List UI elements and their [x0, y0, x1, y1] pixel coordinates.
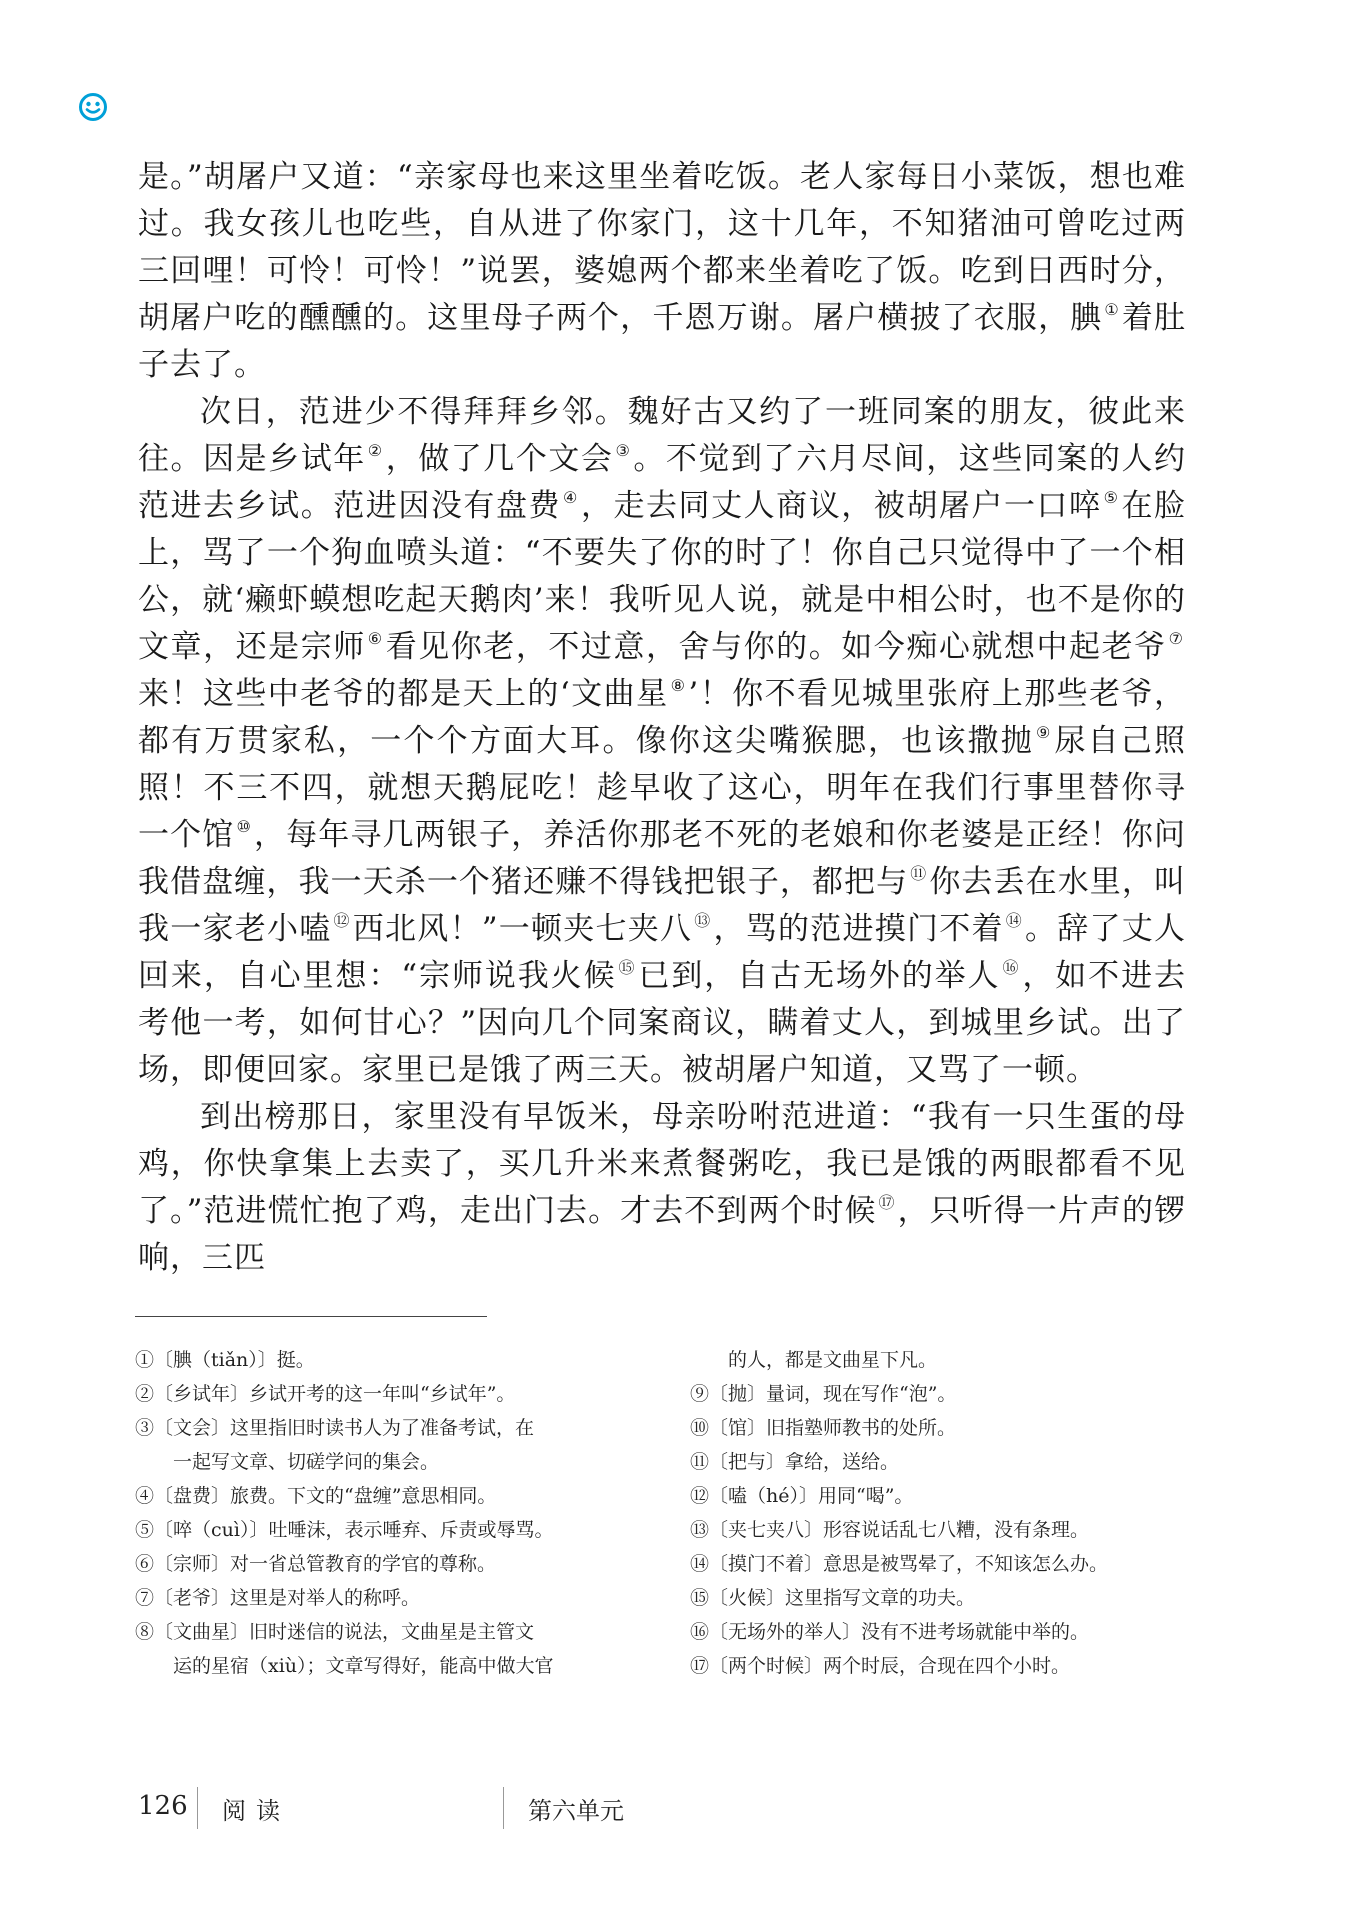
text-span: ，做了几个文会: [385, 441, 614, 477]
footnotes-left-column: [135, 1343, 635, 1683]
footnote-ref-7[interactable]: ⑦: [1168, 629, 1185, 648]
text-span: 到出榜那日，家里没有早饭米，母亲吩咐范进道：“我有一只生蛋的母鸡，你快拿集上去卖了，买几升米来煮餐粥吃，我已是饿的两眼都看不见了。”范进慌忙抱了鸡，走出门去。才去不到两个时候: [138, 1099, 1186, 1229]
footnote-separator: [135, 1316, 487, 1317]
text-span: 是。”胡屠户又道：“亲家母也来这里坐着吃饭。老人家每日小菜饭，想也难过。我女孩儿也吃些，自从进了你家门，这十几年，不知猪油可曾吃过两三回哩！可怜！可怜！”说罢，婆媳两个都来坐着吃了饭。吃到日西时分，胡屠户吃的醺醺的。这里母子两个，千恩万谢。屠户横披了衣服，腆: [138, 159, 1186, 336]
text-span: 西北风！”一顿夹七夹八: [352, 911, 693, 947]
text-span: 次日，范进少不得拜拜乡邻。魏好古又约了一班同案的朋友，彼此来往。因是乡试年: [138, 394, 1186, 477]
footnote-ref-13[interactable]: ⑬: [694, 911, 712, 930]
text-span: 看见你老，不过意，舍与你的。如今痴心就想中起老爷: [385, 629, 1167, 665]
footnote-9: ⑨〔抛〕量词，现在写作“泡”。: [690, 1383, 957, 1405]
footnote-ref-10[interactable]: ⑩: [236, 817, 252, 836]
footnote-ref-1[interactable]: ①: [1104, 300, 1120, 319]
footnote-17: ⑰〔两个时候〕两个时辰，合现在四个小时。: [690, 1655, 1071, 1677]
footnote-ref-4[interactable]: ④: [563, 488, 579, 507]
footnote-8-cont-2: 的人，都是文曲星下凡。: [728, 1349, 938, 1371]
footnote-10: ⑩〔馆〕旧指塾师教书的处所。: [690, 1417, 957, 1439]
footnote-6: ⑥〔宗师〕对一省总管教育的学官的尊称。: [135, 1553, 497, 1575]
footnote-13: ⑬〔夹七夹八〕形容说话乱七八糟，没有条理。: [690, 1519, 1090, 1541]
text-span: 在脸上，骂了一个狗血喷头道：“不要失了你的时了！你自己只觉得中了一个相公，就‘癞虾蟆想吃起天鹅肉’来！我听见人说，就是中相公时，也不是你的文章，还是宗师: [138, 488, 1187, 665]
text-span: 已到，自古无场外的举人: [638, 958, 1001, 994]
footnote-14: ⑭〔摸门不着〕意思是被骂晕了，不知该怎么办。: [690, 1553, 1109, 1575]
text-span: 尿自己照照！不三不四，就想天鹅屁吃！趁早收了这心，明年在我们行事里替你寻一个馆: [138, 723, 1187, 853]
footnote-8-cont: 运的星宿（xiù）；文章写得好，能高中做大官: [173, 1655, 554, 1677]
footnote-3-cont: 一起写文章、切磋学问的集会。: [173, 1451, 440, 1473]
footnote-5: ⑤〔啐（cuì）〕吐唾沫，表示唾弃、斥责或辱骂。: [135, 1519, 554, 1541]
footnote-ref-6[interactable]: ⑥: [367, 629, 384, 648]
footnote-ref-2[interactable]: ②: [367, 441, 384, 460]
text-span: ，走去同丈人商议，被胡屠户一口啐: [580, 488, 1102, 524]
main-text: [138, 154, 1186, 1282]
text-span: ，每年寻几两银子，养活你那老不死的老娘和你老婆是正经！你问我借盘缠，我一天杀一个猪还赚不得钱把银子，都把与: [138, 817, 1187, 900]
paragraph-3: [138, 1094, 1186, 1282]
footnotes-right-column: [690, 1343, 1230, 1683]
section-label: 阅读: [222, 1797, 290, 1825]
footnote-ref-11[interactable]: ⑪: [910, 864, 928, 883]
footnote-7: ⑦〔老爷〕这里是对举人的称呼。: [135, 1587, 421, 1609]
text-span: 。不觉到了六月尽间，这些同案的人约范进去乡试。范进因没有盘费: [138, 441, 1187, 524]
page-number: 126: [138, 1791, 188, 1821]
footnote-4: ④〔盘费〕旅费。下文的“盘缠”意思相同。: [135, 1485, 497, 1507]
footnote-ref-8[interactable]: ⑧: [670, 676, 687, 695]
footnote-1: ①〔腆（tiǎn）〕挺。: [135, 1349, 315, 1371]
footnote-ref-16[interactable]: ⑯: [1002, 958, 1021, 977]
paragraph-2: [138, 389, 1186, 1094]
footnote-2: ②〔乡试年〕乡试开考的这一年叫“乡试年”。: [135, 1383, 516, 1405]
footnote-3: ③〔文会〕这里指旧时读书人为了准备考试，在: [135, 1417, 535, 1439]
footer-divider: [503, 1787, 504, 1829]
footer-divider: [197, 1787, 198, 1829]
text-span: ’！你不看见城里张府上那些老爷，都有万贯家私，一个个方面大耳。像你这尖嘴猴腮，也该撒抛: [138, 676, 1187, 759]
footnote-11: ⑪〔把与〕拿给，送给。: [690, 1451, 900, 1473]
footnote-16: ⑯〔无场外的举人〕没有不进考场就能中举的。: [690, 1621, 1090, 1643]
text-span: ，只听得一片声的锣响，三匹: [138, 1193, 1186, 1276]
footnote-ref-15[interactable]: ⑮: [618, 958, 637, 977]
smiley-face-icon: [78, 92, 108, 122]
footnote-ref-3[interactable]: ③: [615, 441, 632, 460]
footnote-15: ⑮〔火候〕这里指写文章的功夫。: [690, 1587, 976, 1609]
footnote-ref-17[interactable]: ⑰: [878, 1193, 896, 1212]
footnote-ref-5[interactable]: ⑤: [1103, 488, 1120, 507]
footnote-ref-12[interactable]: ⑫: [333, 911, 351, 930]
footnote-8: ⑧〔文曲星〕旧时迷信的说法，文曲星是主管文: [135, 1621, 535, 1643]
footnote-ref-9[interactable]: ⑨: [1035, 723, 1053, 742]
paragraph-1: [138, 154, 1186, 389]
text-span: ，骂的范进摸门不着: [713, 911, 1004, 947]
page-footer: [0, 1787, 1350, 1831]
text-span: 你去丢在水里，叫我一家老小嗑: [138, 864, 1186, 947]
text-span: 着肚子去了。: [138, 300, 1187, 383]
footnote-ref-14[interactable]: ⑭: [1005, 911, 1023, 930]
text-span: 。辞了丈人回来，自心里想：“宗师说我火候: [138, 911, 1186, 994]
unit-label: 第六单元: [528, 1797, 624, 1825]
footnote-12: ⑫〔嗑（hé）〕用同“喝”。: [690, 1485, 914, 1507]
text-span: 来！这些中老爷的都是天上的‘文曲星: [138, 676, 669, 712]
text-span: ，如不进去考他一考，如何甘心？”因向几个同案商议，瞒着丈人，到城里乡试。出了场，即便回家。家里已是饿了两三天。被胡屠户知道，又骂了一顿。: [138, 958, 1186, 1088]
